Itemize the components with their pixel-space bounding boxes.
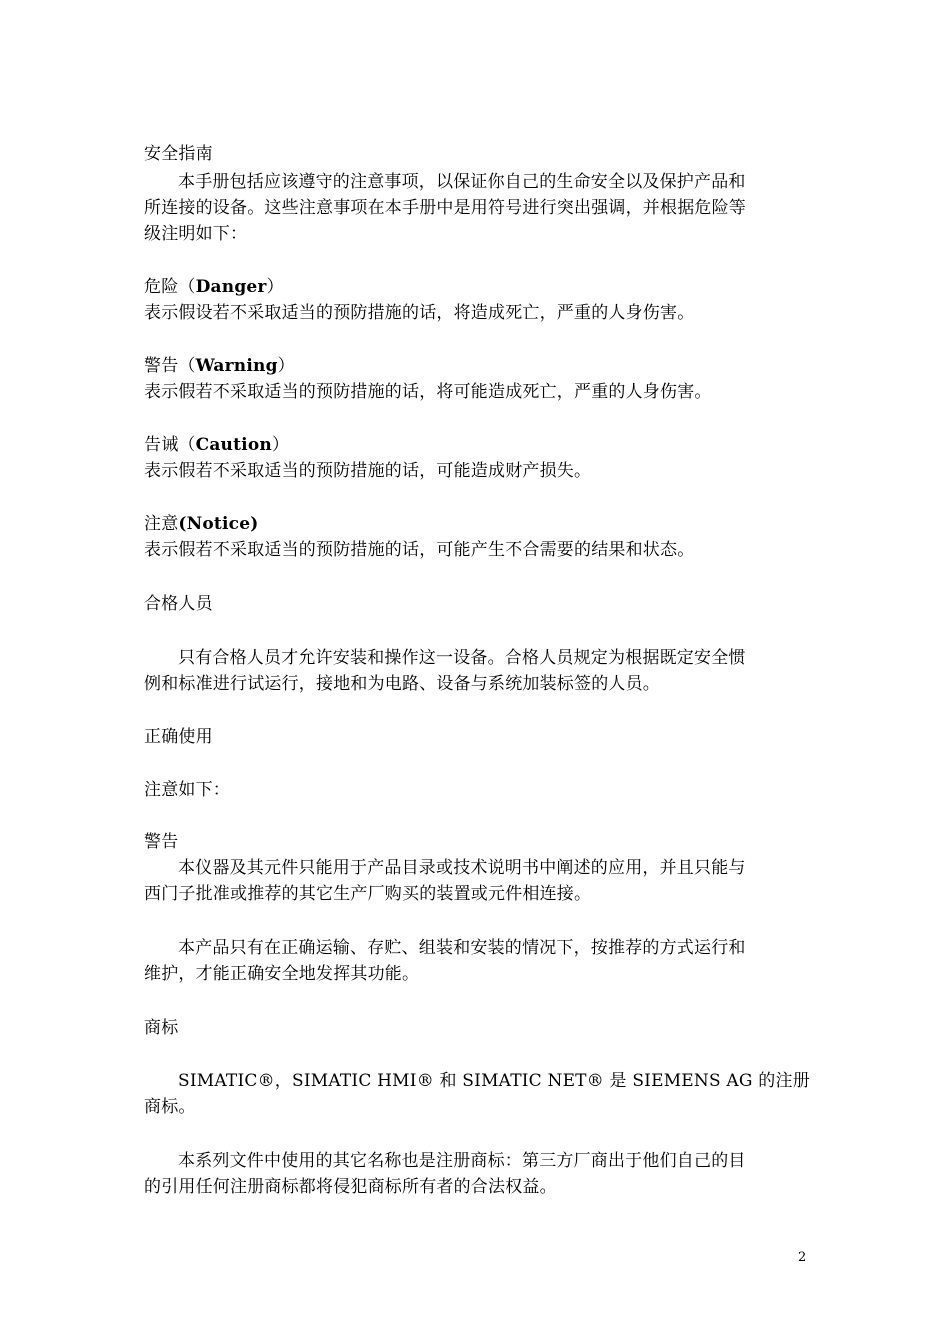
- caution-heading: [144, 435, 814, 455]
- warning-suffix: ）: [277, 356, 295, 376]
- paragraph-line: 西门子批准或推荐的其它生产厂购买的装置或元件相连接。: [144, 884, 592, 904]
- paragraph-line: 维护，才能正确安全地发挥其功能。: [144, 964, 420, 984]
- heading-qualified-personnel: 合格人员: [144, 594, 213, 614]
- warning-prefix: 警告（: [144, 356, 196, 376]
- heading-correct-use: 正确使用: [144, 727, 213, 747]
- notice-term: (Notice): [178, 514, 259, 534]
- paragraph-line: 本系列文件中使用的其它名称也是注册商标：第三方厂商出于他们自己的目: [178, 1151, 746, 1171]
- note-intro: 注意如下：: [144, 780, 230, 800]
- danger-term: Danger: [195, 277, 267, 297]
- paragraph-line: 商标。: [144, 1097, 196, 1117]
- paragraph-line: 本手册包括应该遵守的注意事项，以保证你自己的生命安全以及保护产品和: [178, 172, 746, 192]
- notice-heading: [144, 514, 814, 534]
- paragraph-line: 例和标准进行试运行，接地和为电路、设备与系统加装标签的人员。: [144, 674, 660, 694]
- caution-suffix: ）: [271, 435, 290, 455]
- heading-warning: 警告: [144, 832, 179, 852]
- page-number: 2: [798, 1250, 807, 1265]
- danger-heading: [144, 277, 814, 297]
- paragraph-line: 的引用任何注册商标都将侵犯商标所有者的合法权益。: [144, 1177, 557, 1197]
- paragraph-line: SIMATIC®，SIMATIC HMI® 和 SIMATIC NET® 是 SIEMENS AG 的注册: [178, 1071, 810, 1091]
- notice-prefix: 注意: [144, 514, 179, 534]
- danger-description: 表示假设若不采取适当的预防措施的话，将造成死亡，严重的人身伤害。: [144, 303, 695, 323]
- warning-term: Warning: [195, 356, 278, 376]
- warning-heading: [144, 356, 814, 376]
- caution-description: 表示假若不采取适当的预防措施的话，可能造成财产损失。: [144, 461, 592, 481]
- paragraph-line: 只有合格人员才允许安装和操作这一设备。合格人员规定为根据既定安全惯: [178, 648, 746, 668]
- notice-description: 表示假若不采取适当的预防措施的话，可能产生不合需要的结果和状态。: [144, 540, 695, 560]
- paragraph-line: 本仪器及其元件只能用于产品目录或技术说明书中阐述的应用，并且只能与: [178, 858, 746, 878]
- danger-prefix: 危险（: [144, 277, 196, 297]
- paragraph-line: 本产品只有在正确运输、存贮、组装和安装的情况下，按推荐的方式运行和: [178, 938, 746, 958]
- heading-trademarks: 商标: [144, 1018, 179, 1038]
- warning-description: 表示假若不采取适当的预防措施的话，将可能造成死亡，严重的人身伤害。: [144, 382, 712, 402]
- caution-term: Caution: [195, 435, 272, 455]
- paragraph-line: 所连接的设备。这些注意事项在本手册中是用符号进行突出强调，并根据危险等: [144, 198, 746, 218]
- heading-safety-guide: 安全指南: [144, 144, 213, 164]
- caution-prefix: 告诫（: [144, 435, 196, 455]
- paragraph-line: 级注明如下：: [144, 224, 248, 244]
- danger-suffix: ）: [266, 277, 284, 297]
